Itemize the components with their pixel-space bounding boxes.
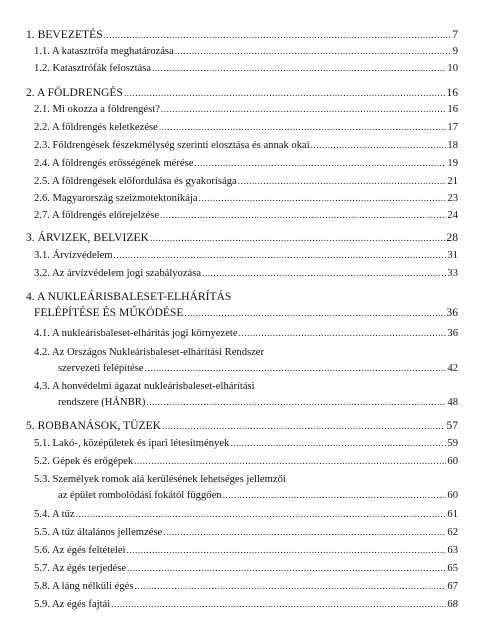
- dot-leader: [311, 139, 447, 149]
- dot-leader: [161, 103, 447, 113]
- toc-entry[interactable]: [26, 121, 458, 134]
- toc-page-number: 57: [446, 419, 458, 432]
- toc-entry-title: 2.2. A földrengés keletkezése: [34, 122, 158, 133]
- toc-entry[interactable]: [26, 362, 458, 375]
- toc-entry[interactable]: [26, 290, 458, 303]
- toc-page-number: 42: [447, 363, 458, 374]
- toc-page-number: 17: [447, 122, 458, 133]
- dot-leader: [184, 306, 445, 316]
- toc-entry-title: az épület rombolódási fokától függően: [58, 490, 222, 501]
- toc-entry[interactable]: [26, 139, 458, 152]
- toc-entry-title: 2.3. Földrengések fészekmélység szerinti elosztása és annak okai: [34, 140, 310, 151]
- dot-leader: [152, 62, 446, 72]
- toc-entry[interactable]: [26, 62, 458, 75]
- toc-entry[interactable]: [26, 28, 458, 41]
- toc-entry[interactable]: [26, 103, 458, 116]
- toc-page-number: 31: [447, 250, 458, 261]
- toc-page-number: 16: [446, 86, 458, 99]
- toc-page-number: 60: [447, 456, 458, 467]
- toc-entry[interactable]: [26, 455, 458, 468]
- toc-page-number: 28: [446, 231, 458, 244]
- toc-page-number: 62: [447, 527, 458, 538]
- toc-entry-title: 5.3. Személyek romok alá kerülésének lehetséges jellemzői: [34, 474, 286, 485]
- toc-entry-title: 5.4. A tűz: [34, 509, 75, 520]
- toc-entry-title: 1.2. Katasztrófák felosztása: [34, 63, 152, 74]
- toc-page-number: 36: [447, 328, 458, 339]
- dot-leader: [223, 489, 447, 499]
- toc-entry[interactable]: [26, 249, 458, 262]
- dot-leader: [124, 86, 445, 96]
- dot-leader: [150, 231, 445, 241]
- toc-entry-title: 2. A FÖLDRENGÉS: [26, 86, 123, 99]
- toc-entry[interactable]: [26, 526, 458, 539]
- toc-page-number: 68: [447, 599, 458, 610]
- toc-entry-title: 4.2. Az Országos Nukleárisbaleset-elhárítási Rendszer: [34, 347, 265, 358]
- toc-entry[interactable]: [26, 157, 458, 170]
- toc-entry[interactable]: [26, 489, 458, 502]
- toc-entry-title: szervezeti felépítése: [58, 363, 144, 374]
- toc-entry-title: 1. BEVEZETÉS: [26, 28, 103, 41]
- dot-leader: [159, 121, 447, 131]
- dot-leader: [163, 526, 446, 536]
- toc-page-number: 18: [447, 140, 458, 151]
- toc-page-number: 19: [447, 158, 458, 169]
- toc-entry[interactable]: [26, 508, 458, 521]
- toc-entry[interactable]: [26, 45, 458, 58]
- toc-entry-title: 5.6. Az égés feltételei: [34, 545, 126, 556]
- toc-entry[interactable]: [26, 396, 458, 409]
- dot-leader: [111, 598, 446, 608]
- toc-entry-title: 3.1. Árvízvédelem: [34, 250, 113, 261]
- dot-leader: [175, 45, 452, 55]
- toc-entry-title: 4.1. A nukleárisbaleset-elhárítás jogi környezete: [34, 328, 238, 339]
- dot-leader: [134, 580, 446, 590]
- toc-page-number: 60: [447, 490, 458, 501]
- dot-leader: [230, 437, 446, 447]
- toc-page-number: 24: [447, 210, 458, 221]
- toc-entry[interactable]: [26, 473, 458, 486]
- dot-leader: [126, 544, 446, 554]
- toc-entry[interactable]: [26, 346, 458, 359]
- toc-entry[interactable]: [26, 580, 458, 593]
- toc-page-number: 63: [447, 545, 458, 556]
- toc-entry-title: 5.2. Gépek és erőgépek: [34, 456, 134, 467]
- toc-entry[interactable]: [26, 437, 458, 450]
- toc-page-number: 10: [447, 63, 458, 74]
- toc-page-number: 9: [452, 46, 458, 57]
- toc-entry-title: FELÉPÍTÉSE ÉS MŰKÖDÉSE: [34, 306, 184, 319]
- toc-entry-title: 5.1. Lakó-, középületek és ipari létesítmények: [34, 438, 230, 449]
- toc-page-number: 61: [447, 509, 458, 520]
- toc-entry[interactable]: [26, 598, 458, 611]
- toc-page-number: 21: [447, 176, 458, 187]
- toc-entry[interactable]: [26, 544, 458, 557]
- dot-leader: [134, 455, 446, 465]
- toc-entry-title: 4. A NUKLEÁRISBALESET-ELHÁRÍTÁS: [26, 290, 232, 303]
- toc-entry[interactable]: [26, 209, 458, 222]
- toc-entry-title: 2.4. A földrengés erősségének mérése: [34, 158, 194, 169]
- toc-entry-title: 5.7. Az égés terjedése: [34, 563, 127, 574]
- toc-entry[interactable]: [26, 327, 458, 340]
- toc-page-number: 65: [447, 563, 458, 574]
- dot-leader: [238, 175, 447, 185]
- dot-leader: [160, 209, 446, 219]
- dot-leader: [104, 28, 452, 38]
- toc-entry[interactable]: [26, 380, 458, 393]
- toc-entry[interactable]: [26, 267, 458, 280]
- toc-page-number: 48: [447, 397, 458, 408]
- toc-entry[interactable]: [26, 419, 458, 432]
- toc-page-number: 16: [447, 104, 458, 115]
- toc-entry[interactable]: [26, 306, 458, 319]
- toc-entry-title: rendszere (HÁNBR): [58, 397, 146, 408]
- dot-leader: [146, 396, 446, 406]
- toc-entry-title: 2.1. Mi okozza a földrengést?: [34, 104, 160, 115]
- toc-entry-title: 5.9. Az égés fajtái: [34, 599, 111, 610]
- toc-entry[interactable]: [26, 175, 458, 188]
- dot-leader: [76, 508, 447, 518]
- toc-entry-title: 2.6. Magyarország szeizmotektonikája: [34, 193, 198, 204]
- toc-entry[interactable]: [26, 86, 458, 99]
- toc-page-number: 36: [446, 306, 458, 319]
- toc-page-number: 7: [452, 28, 458, 41]
- toc-page-number: 67: [447, 581, 458, 592]
- toc-entry[interactable]: [26, 562, 458, 575]
- dot-leader: [145, 362, 447, 372]
- dot-leader: [162, 419, 445, 429]
- toc-entry-title: 1.1. A katasztrófa meghatározása: [34, 46, 174, 57]
- dot-leader: [127, 562, 446, 572]
- dot-leader: [202, 267, 446, 277]
- toc-entry[interactable]: [26, 192, 458, 205]
- toc-entry-title: 5.8. A láng nélküli égés: [34, 581, 134, 592]
- toc-entry-title: 2.7. A földrengés előrejelzése: [34, 210, 160, 221]
- toc-entry-title: 3. ÁRVIZEK, BELVIZEK: [26, 231, 149, 244]
- dot-leader: [114, 249, 447, 259]
- toc-entry-title: 4.3. A honvédelmi ágazat nukleárisbaleset-elhárítási: [34, 381, 255, 392]
- toc-page-number: 59: [447, 438, 458, 449]
- toc-entry-title: 2.5. A földrengések előfordulása és gyakorisága: [34, 176, 237, 187]
- toc-entry-title: 5. ROBBANÁSOK, TÜZEK: [26, 419, 162, 432]
- toc-entry-title: 3.2. Az árvízvédelem jogi szabályozása: [34, 268, 202, 279]
- toc-entry[interactable]: [26, 231, 458, 244]
- dot-leader: [194, 157, 446, 167]
- dot-leader: [239, 327, 447, 337]
- toc-page-number: 23: [447, 193, 458, 204]
- toc-entry-title: 5.5. A tűz általános jellemzése: [34, 527, 163, 538]
- toc-page-number: 33: [447, 268, 458, 279]
- dot-leader: [199, 192, 447, 202]
